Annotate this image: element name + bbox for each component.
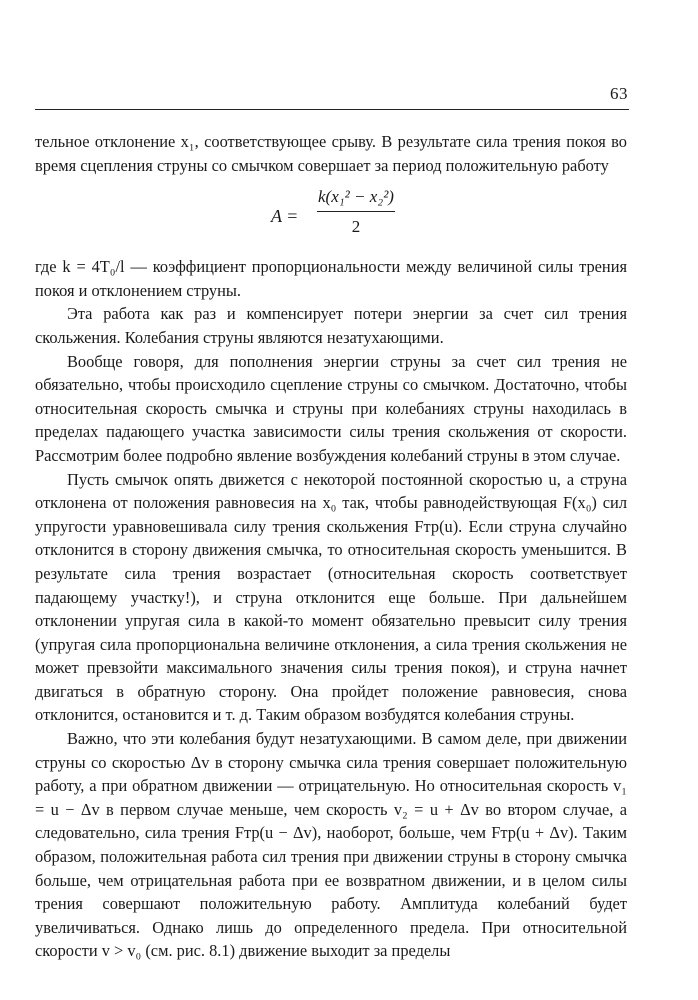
page-number: 63 [610, 84, 628, 103]
paragraph: Пусть смычок опять движется с некоторой постоянной скоростью u, а струна отклонена от положения равновесия на x₀ так, чтобы равнодействующая F(x₀) сил упругости уравновешивала силу трения скольжения Fтр(u). Если струна случайно отклонится в сторону движения смычка, то относительная скорость уменьшится. В результате сила трения возрастает (относительная скорость соответствует падающему участку!), и струна отклонится еще больше. При дальнейшем отклонении упругая сила в какой-то момент обязательно превысит силу трения (упругая сила пропорциональна величине отклонения, а сила трения скольжения не может превзойти максимального значения силы трения покоя), и струна начнет двигаться в обратную сторону. Она пройдет положение равновесия, снова отклонится, остановится и т. д. Таким образом возбудятся колебания струны. [35, 469, 627, 725]
formula-fraction [317, 185, 395, 238]
formula-lhs: A = [271, 206, 299, 227]
paragraph: тельное отклонение x₁, соответствующее срыву. В результате сила трения покоя во время сцепления струны со смычком совершает за период положительную работу [35, 132, 627, 175]
formula-work [35, 185, 627, 249]
formula-numerator: k(x₁² − x₂²) [318, 187, 394, 207]
paragraph: Вообще говоря, для пополнения энергии струны за счет сил трения не обязательно, чтобы происходило сцепление струны со смычком. Достаточно, чтобы относительная скорость смычка и струны при колебаниях струны находилась в пределах падающего участка зависимости силы трения скольжения от скорости. Рассмотрим более подробно явление возбуждения колебаний струны в этом случае. [35, 351, 627, 465]
paragraph: Эта работа как раз и компенсирует потери энергии за счет сил трения скольжения. Колебания струны являются незатухающими. [35, 304, 627, 347]
header-rule [35, 109, 629, 110]
paragraph: где k = 4T₀/l — коэффициент пропорциональности между величиной силы трения покоя и отклонением струны. [35, 257, 627, 300]
formula-denominator: 2 [351, 217, 361, 237]
body-text [35, 130, 627, 963]
paragraph: Важно, что эти колебания будут незатухающими. В самом деле, при движении струны со скоростью Δv в сторону смычка сила трения совершает положительную работу, а при обратном движении — отрицательную. Но относительная скорость v₁ = u − Δv в первом случае меньше, чем скорость v₂ = u + Δv во втором случае, а следовательно, сила трения Fтр(u − Δv), наоборот, больше, чем Fтр(u + Δv). Таким образом, положительная работа сил трения при движении струны в сторону смычка больше, чем отрицательная работа при ее возвратном движении, и в целом силы трения совершают положительную работу. Амплитуда колебаний будет увеличиваться. Однако лишь до определенного предела. При относительной скорости v > v₀ (см. рис. 8.1) движение выходит за пределы [35, 729, 627, 961]
fraction-bar [317, 211, 395, 212]
